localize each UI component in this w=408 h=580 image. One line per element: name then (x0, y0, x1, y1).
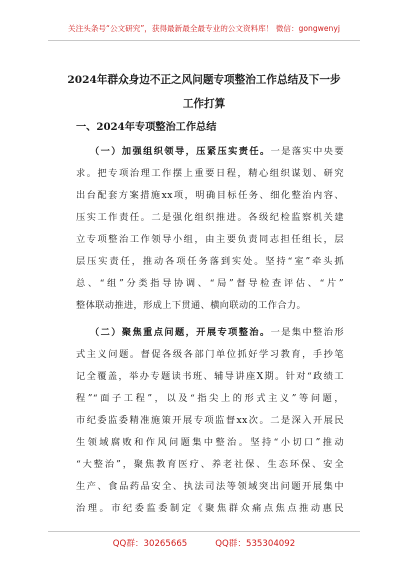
paragraph-2-line-4: 程”“面子工程”，以及“指尖上的形式主义”等问题， (76, 393, 344, 404)
footer-divider (48, 531, 360, 532)
paragraph-2-line-6: 生领域腐败和作风问题集中整治。坚持“小切口”推动 (76, 437, 344, 448)
paragraph-1-line-4: 压实工作责任。二是强化组织推进。各级纪检监察机关建 (76, 212, 344, 223)
paragraph-2-line-5: 市纪委监委精准施策开展专项监督xx次。二是深入开展民 (76, 415, 344, 426)
paragraph-1-line-2: 求。把专项治理工作摆上重要日程，精心组织谋划、研究 (76, 168, 344, 179)
paragraph-2-line-7: “大整治”，聚焦教育医疗、养老社保、生态环保、安全 (76, 459, 344, 470)
paragraph-1-text: 一是落实中央要 (270, 146, 344, 157)
paragraph-1-line-6: 层压实责任，推动各项任务落到实处。坚持“室”牵头抓 (76, 256, 344, 267)
paragraph-1-line-5: 立专项整治工作领导小组，由主要负责同志担任组长，层 (76, 234, 344, 245)
paragraph-2-line-1 (90, 324, 344, 338)
footer-qq-group-2: QQ群：535304092 (215, 539, 296, 549)
header-divider (48, 40, 360, 41)
paragraph-1-line-3: 出台配套方案措施xx项，明确目标任务、细化整治内容、 (76, 190, 344, 201)
paragraph-2-lead: （二）聚焦重点问题，开展专项整治。 (90, 327, 271, 338)
paragraph-1-line-1 (90, 143, 344, 157)
footer-qq-group-1: QQ群：30265665 (112, 539, 188, 549)
paragraph-1-line-7: 总、“组”分类指导协调、“局”督导检查评估、“片” (76, 278, 344, 289)
paragraph-1-line-8: 整体联动推进，形成上下贯通、横向联动的工作合力。 (76, 300, 307, 311)
paragraph-2-line-2: 式主义问题。督促各级各部门单位抓好学习教育，手抄笔 (76, 349, 344, 360)
paragraph-2-line-3: 记全覆盖，举办专题读书班、辅导讲座X期。针对“政绩工 (76, 371, 344, 382)
paragraph-2-line-8: 生产、食品药品安全、执法司法等领域突出问题开展集中 (76, 481, 344, 492)
document-title-line-2: 工作打算 (182, 98, 226, 110)
paragraph-2-line-9: 治理。市纪委监委制定《聚焦群众痛点焦点推动惠民 (76, 503, 344, 514)
header-banner: 关注头条号“公文研究”，获得最新最全最专业的公文资料库！ 微信：gongwenyj (68, 24, 340, 33)
paragraph-1-lead: （一）加强组织领导，压紧压实责任。 (90, 146, 271, 157)
section-heading: 一、2024年专项整治工作总结 (76, 121, 217, 133)
document-title-line-1: 2024年群众身边不正之风问题专项整治工作总结及下一步 (67, 74, 341, 86)
paragraph-2-text: 一是集中整治形 (270, 327, 344, 338)
footer-qq-groups (0, 537, 408, 549)
